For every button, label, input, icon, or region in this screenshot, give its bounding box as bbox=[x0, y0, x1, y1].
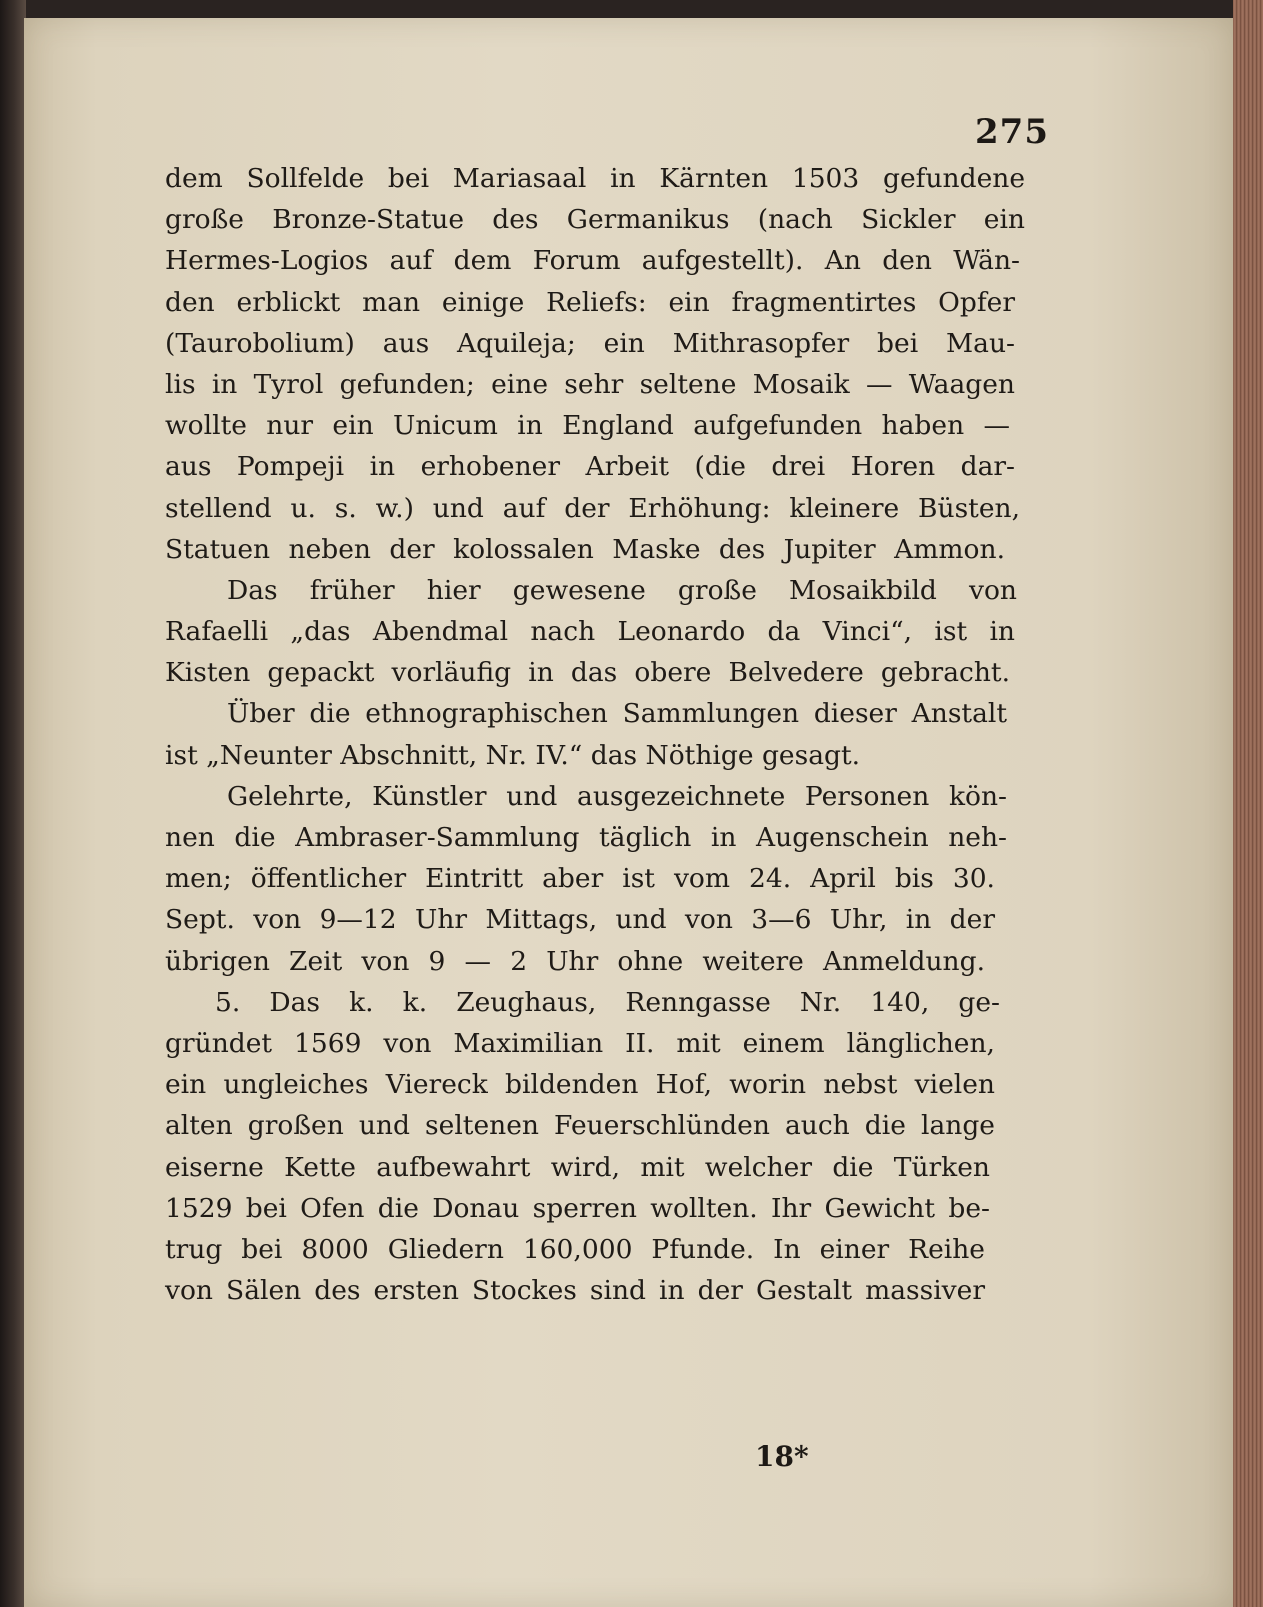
text-line: Gelehrte, Künstler und ausgezeichnete Personen kön- bbox=[227, 780, 1007, 812]
text-line: 5. Das k. k. Zeughaus, Renngasse Nr. 140, ge- bbox=[215, 986, 1000, 1018]
text-line: Hermes-Logios auf dem Forum aufgestellt). An den Wän- bbox=[165, 245, 1020, 277]
text-line: Statuen neben der kolossalen Maske des Jupiter Ammon. bbox=[165, 533, 1005, 565]
page-stack-edges bbox=[1233, 0, 1263, 1607]
text-line: stellend u. s. w.) und auf der Erhöhung: kleinere Büsten, bbox=[165, 492, 1020, 524]
text-line: aus Pompeji in erhobener Arbeit (die drei Horen dar- bbox=[165, 451, 1015, 483]
book-binding-edge bbox=[0, 0, 26, 1607]
text-line: Das früher hier gewesene große Mosaikbild von bbox=[227, 574, 1017, 606]
text-line: große Bronze-Statue des Germanikus (nach Sickler ein bbox=[165, 204, 1025, 236]
text-line: übrigen Zeit von 9 — 2 Uhr ohne weitere Anmeldung. bbox=[165, 945, 985, 977]
text-line: gründet 1569 von Maximilian II. mit einem länglichen, bbox=[165, 1027, 995, 1059]
text-line: ist „Neunter Abschnitt, Nr. IV.“ das Nöthige gesagt. bbox=[165, 739, 861, 771]
text-line: 1529 bei Ofen die Donau sperren wollten. Ihr Gewicht be- bbox=[165, 1192, 990, 1224]
text-line: ein ungleiches Viereck bildenden Hof, worin nebst vielen bbox=[165, 1069, 995, 1101]
text-line: lis in Tyrol gefunden; eine sehr seltene Mosaik — Waagen bbox=[165, 368, 1015, 400]
text-line: trug bei 8000 Gliedern 160,000 Pfunde. In einer Reihe bbox=[165, 1233, 985, 1265]
text-line: alten großen und seltenen Feuerschlünden auch die lange bbox=[165, 1110, 995, 1142]
text-line: von Sälen des ersten Stockes sind in der Gestalt massiver bbox=[165, 1275, 985, 1307]
body-text bbox=[165, 158, 1045, 1311]
signature-mark: 18* bbox=[755, 1440, 809, 1473]
text-line: den erblickt man einige Reliefs: ein fragmentirtes Opfer bbox=[165, 286, 1015, 318]
text-line: Über die ethnographischen Sammlungen dieser Anstalt bbox=[227, 698, 1007, 730]
text-line: men; öffentlicher Eintritt aber ist vom 24. April bis 30. bbox=[165, 863, 995, 895]
text-line: wollte nur ein Unicum in England aufgefunden haben — bbox=[165, 410, 1010, 442]
text-line: nen die Ambraser-Sammlung täglich in Augenschein neh- bbox=[165, 822, 1007, 853]
text-line: Rafaelli „das Abendmal nach Leonardo da Vinci“, ist in bbox=[165, 616, 1015, 648]
page-number: 275 bbox=[975, 112, 1049, 152]
text-line: dem Sollfelde bei Mariasaal in Kärnten 1503 gefundene bbox=[165, 163, 1025, 194]
text-line: eiserne Kette aufbewahrt wird, mit welcher die Türken bbox=[165, 1151, 990, 1183]
text-line: (Taurobolium) aus Aquileja; ein Mithrasopfer bei Mau- bbox=[165, 327, 1015, 359]
text-line: Sept. von 9—12 Uhr Mittags, und von 3—6 Uhr, in der bbox=[165, 904, 995, 936]
text-line: Kisten gepackt vorläufig in das obere Belvedere gebracht. bbox=[165, 657, 1010, 689]
